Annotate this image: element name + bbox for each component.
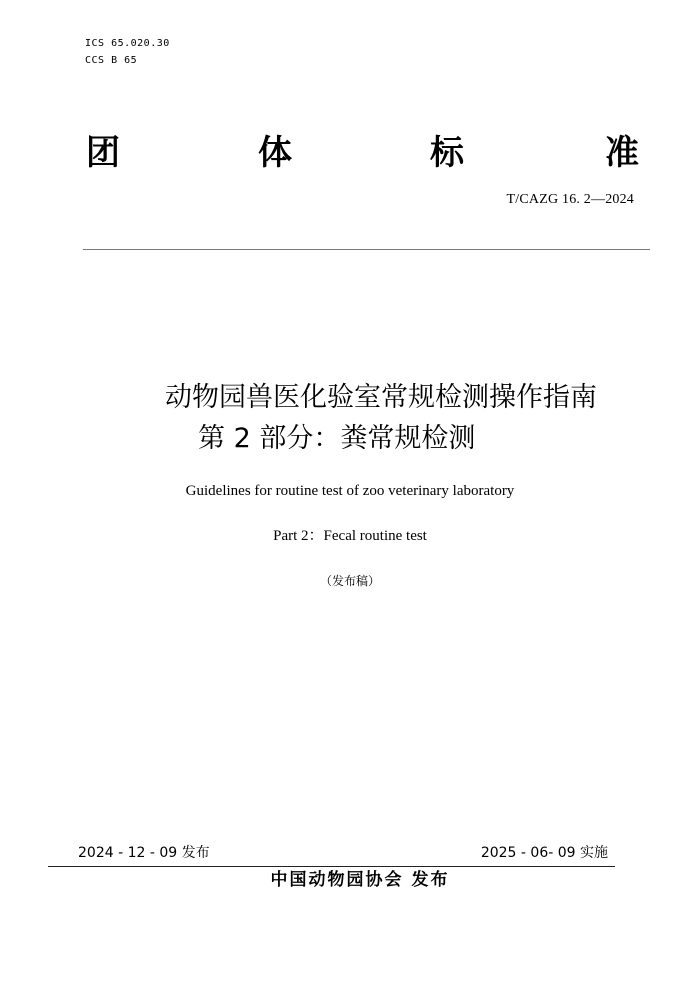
- title-english-main: Guidelines for routine test of zoo veterinary laboratory: [185, 483, 515, 499]
- standard-number: T/CAZG 16. 2—2024: [506, 192, 634, 207]
- standard-type-char-4: 准: [605, 133, 639, 173]
- standard-type-char-3: 标: [430, 133, 464, 173]
- standard-type-char-2: 体: [258, 133, 292, 173]
- ccs-code: CCS B 65: [85, 55, 138, 66]
- header-divider: [83, 249, 650, 250]
- standard-type-char-1: 团: [86, 133, 120, 173]
- title-chinese-part: 第 2 部分：粪常规检测: [198, 423, 476, 454]
- draft-status: （发布稿）: [319, 574, 380, 588]
- release-date: 2024 - 12 - 09 发布: [78, 845, 210, 861]
- title-chinese-main: 动物园兽医化验室常规检测操作指南: [165, 382, 597, 413]
- title-english-part: Part 2：Fecal routine test: [273, 528, 427, 544]
- publisher: 中国动物园协会 发布: [270, 870, 450, 890]
- implementation-date: 2025 - 06- 09 实施: [480, 845, 608, 861]
- ics-code: ICS 65.020.30: [85, 38, 170, 49]
- footer-divider: [48, 866, 615, 867]
